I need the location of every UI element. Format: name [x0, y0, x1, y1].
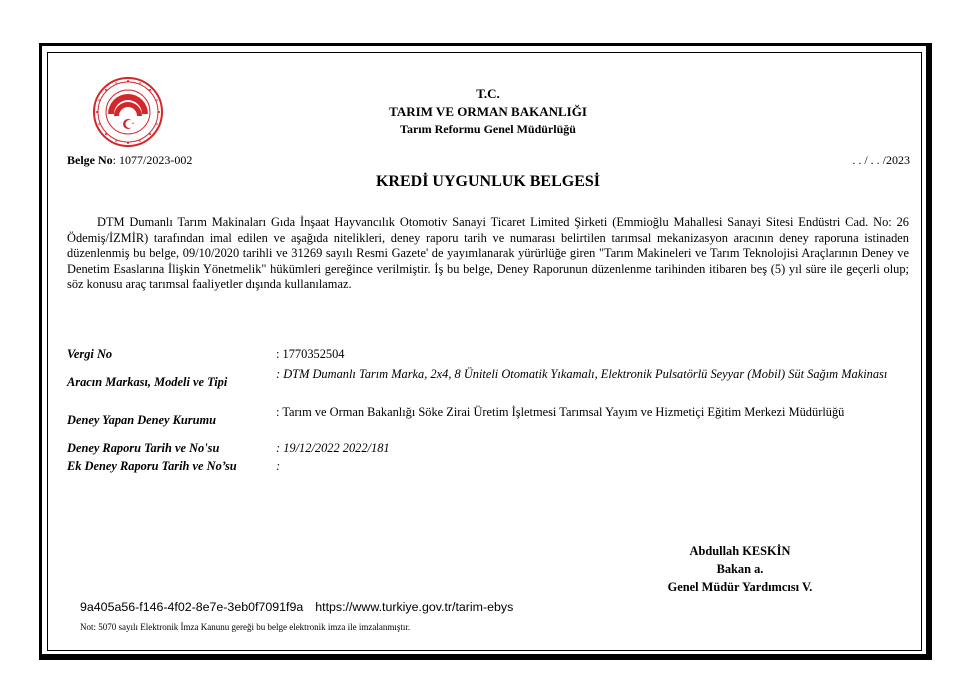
header-department: Tarım Reformu Genel Müdürlüğü: [400, 122, 576, 136]
body-paragraph: DTM Dumanlı Tarım Makinaları Gıda İnşaat Hayvancılık Otomotiv Sanayi Ticaret Limited Şirketi (Emmioğlu Mahallesi Sanayi Sitesi Endüstri Cad. No: 26 Ödemiş/İZMİR) tarafından imal edilen ve aşağıda nitelikleri, deney raporu tarih ve numarası belirtilen tarımsal mekanizasyon aracının deney raporuna istinaden düzenlenmiş bu belge, 09/10/2020 tarihli ve 31269 sayılı Resmi Gazete' de yayımlanarak yürürlüğe giren "Tarım Makineleri ve Tarım Teknolojisi Araçlarının Deney ve Denetim Esaslarına İlişkin Yönetmelik" hükümleri gereğince verilmiştir. İş bu belge, Deney Raporunun düzenlenme tarihinden itibaren beş (5) yıl süre ile geçerli olup; söz konusu araç tarımsal faaliyetler dışında kullanılamaz.: [67, 215, 909, 292]
e-signature-note: Not: 5070 sayılı Elektronik İmza Kanunu gereği bu belge elektronik imza ile imzalanmıştır.: [80, 622, 411, 632]
document-hash: 9a405a56-f146-4f02-8e7e-3eb0f7091f9a: [80, 600, 304, 614]
belge-no: [67, 153, 192, 168]
belge-no-label: Belge No: [67, 153, 113, 167]
field-label: Ek Deney Raporu Tarih ve No’su: [67, 459, 237, 473]
signer-on-behalf: Bakan a.: [716, 562, 764, 576]
field-label: Deney Raporu Tarih ve No'su: [67, 441, 220, 455]
field-value: : 1770352504: [276, 347, 345, 361]
verification-url[interactable]: https://www.turkiye.gov.tr/tarim-ebys: [315, 600, 514, 614]
header-tc: T.C.: [476, 86, 500, 101]
field-value: : Tarım ve Orman Bakanlığı Söke Zirai Üretim İşletmesi Tarımsal Yayım ve Hizmetiçi Eğitim Merkezi Müdürlüğü: [276, 405, 845, 419]
document-title: KREDİ UYGUNLUK BELGESİ: [375, 173, 601, 190]
belge-date: . . / . . /2023: [852, 153, 910, 167]
signer-title: Genel Müdür Yardımcısı V.: [667, 580, 813, 594]
header-ministry: TARIM VE ORMAN BAKANLIĞI: [389, 104, 587, 119]
field-label: Aracın Markası, Modeli ve Tipi: [67, 375, 228, 389]
field-value: : DTM Dumanlı Tarım Marka, 2x4, 8 Üniteli Otomatik Yıkamalı, Elektronik Pulsatörlü Seyyar (Mobil) Süt Sağım Makinası: [276, 367, 888, 381]
field-value: :: [276, 459, 281, 473]
ministry-seal-logo: [92, 76, 164, 148]
field-row: [67, 367, 909, 399]
field-label: Vergi No: [67, 347, 113, 361]
field-row: [67, 405, 909, 437]
field-label: Deney Yapan Deney Kurumu: [67, 413, 217, 427]
belge-no-value: : 1077/2023-002: [112, 153, 193, 167]
verification-line: [80, 600, 525, 614]
field-value: : 19/12/2022 2022/181: [276, 441, 390, 455]
signer-name: Abdullah KESKİN: [689, 544, 791, 558]
